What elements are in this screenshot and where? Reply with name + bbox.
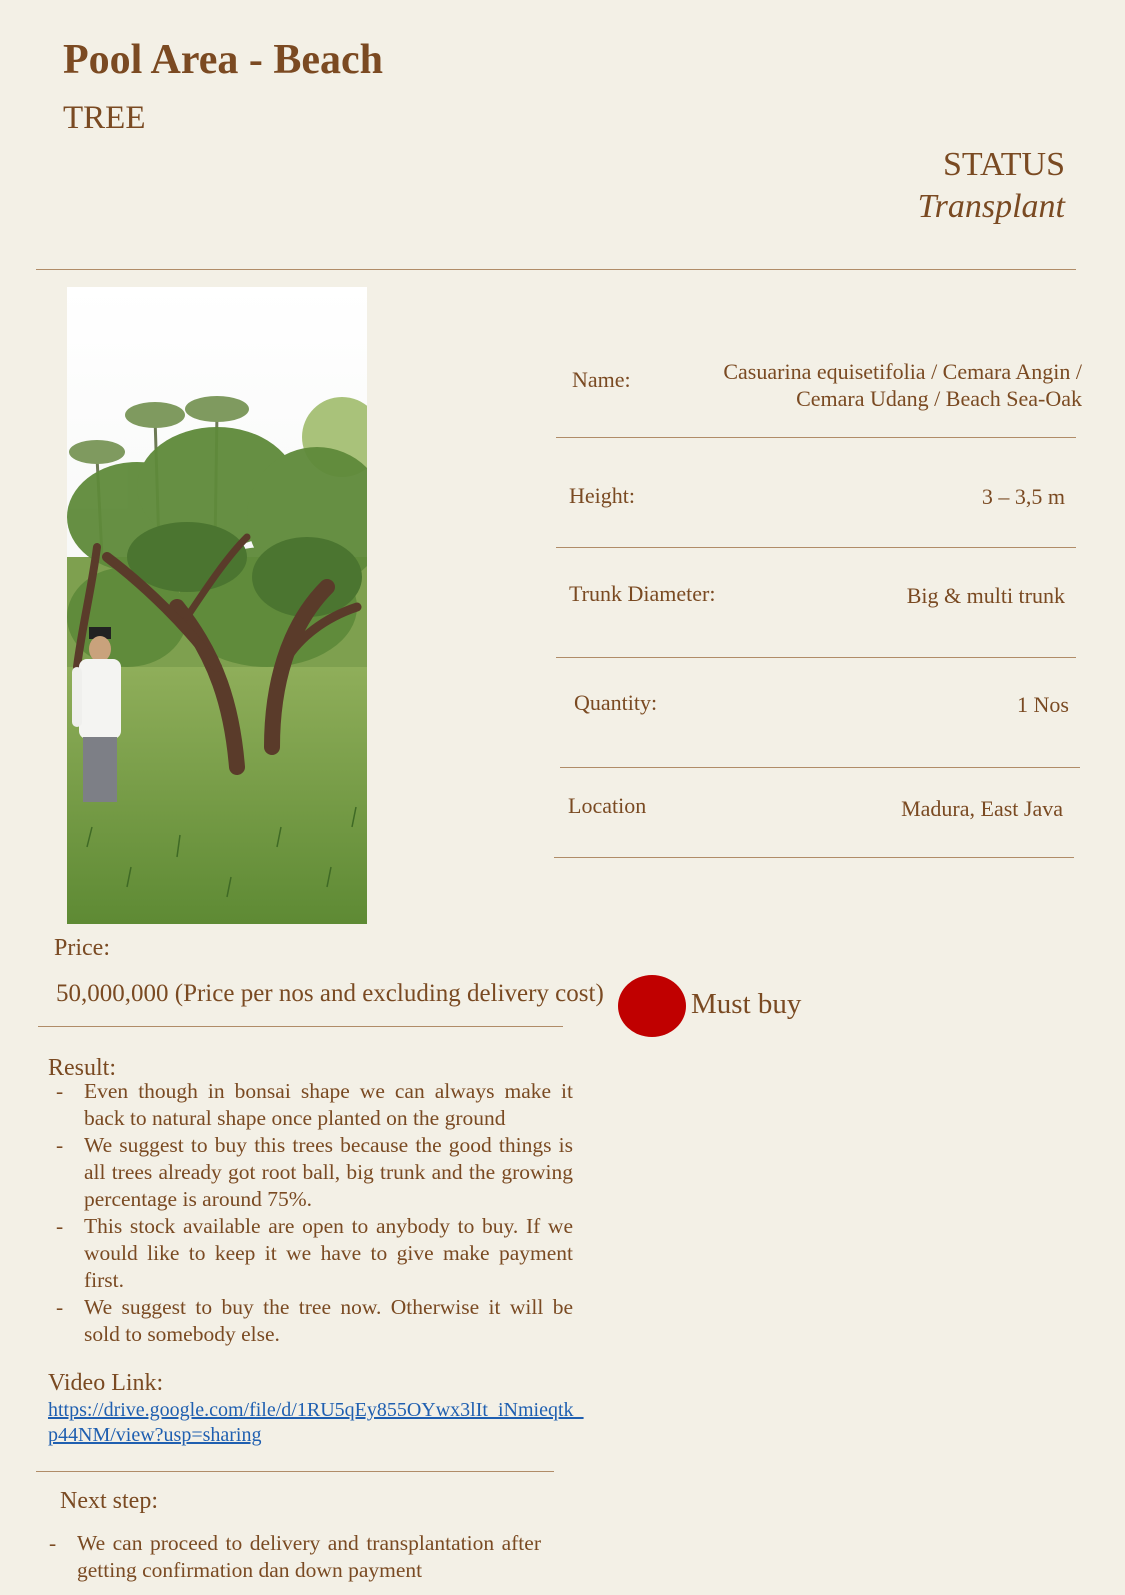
video-divider xyxy=(36,1471,554,1472)
spec-divider xyxy=(556,437,1076,438)
quantity-value: 1 Nos xyxy=(1017,692,1069,717)
height-value: 3 – 3,5 m xyxy=(981,484,1065,509)
must-buy-label: Must buy xyxy=(691,988,802,1020)
location-label: Location xyxy=(568,793,647,818)
quantity-label: Quantity: xyxy=(574,690,658,715)
page-subtitle: TREE xyxy=(63,100,146,136)
video-link[interactable]: https://drive.google.com/file/d/1RU5qEy855OYwx3lIt_iNmieqtk_p44NM/view?usp=sharing xyxy=(48,1399,584,1446)
next-step-item-text: We can proceed to delivery and transplantation after getting confirmation dan down payment xyxy=(77,1531,541,1582)
video-link-label: Video Link: xyxy=(48,1370,164,1396)
price-label: Price: xyxy=(54,935,110,961)
list-item xyxy=(48,1213,573,1294)
status-label: STATUS xyxy=(943,146,1065,183)
list-item xyxy=(48,1078,573,1132)
name-value-line2: Cemara Udang / Beach Sea-Oak xyxy=(796,386,1082,411)
trunk-label: Trunk Diameter: xyxy=(569,581,716,606)
dash-bullet: - xyxy=(49,1531,57,1555)
dash-bullet: - xyxy=(56,1079,64,1103)
price-value: 50,000,000 (Price per nos and excluding delivery cost) xyxy=(56,980,604,1007)
result-list xyxy=(48,1078,573,1348)
result-item-text: We suggest to buy this trees because the good things is all trees already got root ball, big trunk and the growing percentage is around 75%. xyxy=(84,1133,573,1211)
result-item-text: We suggest to buy the tree now. Otherwise it will be sold to somebody else. xyxy=(84,1295,573,1346)
name-label: Name: xyxy=(572,367,631,392)
result-label: Result: xyxy=(48,1055,117,1081)
price-divider xyxy=(38,1026,563,1027)
result-item-text: Even though in bonsai shape we can always make it back to natural shape once planted on the ground xyxy=(84,1079,573,1130)
spec-divider xyxy=(554,857,1074,858)
spec-divider xyxy=(560,767,1080,768)
result-item-text: This stock available are open to anybody to buy. If we would like to keep it we have to give make payment first. xyxy=(84,1214,573,1292)
header-divider xyxy=(36,269,1076,270)
dash-bullet: - xyxy=(56,1133,64,1157)
status-value: Transplant xyxy=(917,188,1065,225)
trunk-value: Big & multi trunk xyxy=(906,583,1065,608)
name-value-line1: Casuarina equisetifolia / Cemara Angin / xyxy=(723,359,1082,384)
list-item xyxy=(48,1132,573,1213)
dash-bullet: - xyxy=(56,1214,64,1238)
dash-bullet: - xyxy=(56,1295,64,1319)
next-step-list xyxy=(41,1530,541,1584)
spec-divider xyxy=(556,657,1076,658)
location-value: Madura, East Java xyxy=(901,796,1063,821)
list-item xyxy=(48,1294,573,1348)
next-step-label: Next step: xyxy=(60,1488,158,1514)
spec-divider xyxy=(556,547,1076,548)
list-item xyxy=(41,1530,541,1584)
page-title: Pool Area - Beach xyxy=(63,37,384,83)
must-buy-indicator-icon xyxy=(618,975,686,1037)
tree-photo xyxy=(67,287,367,924)
height-label: Height: xyxy=(569,483,635,508)
